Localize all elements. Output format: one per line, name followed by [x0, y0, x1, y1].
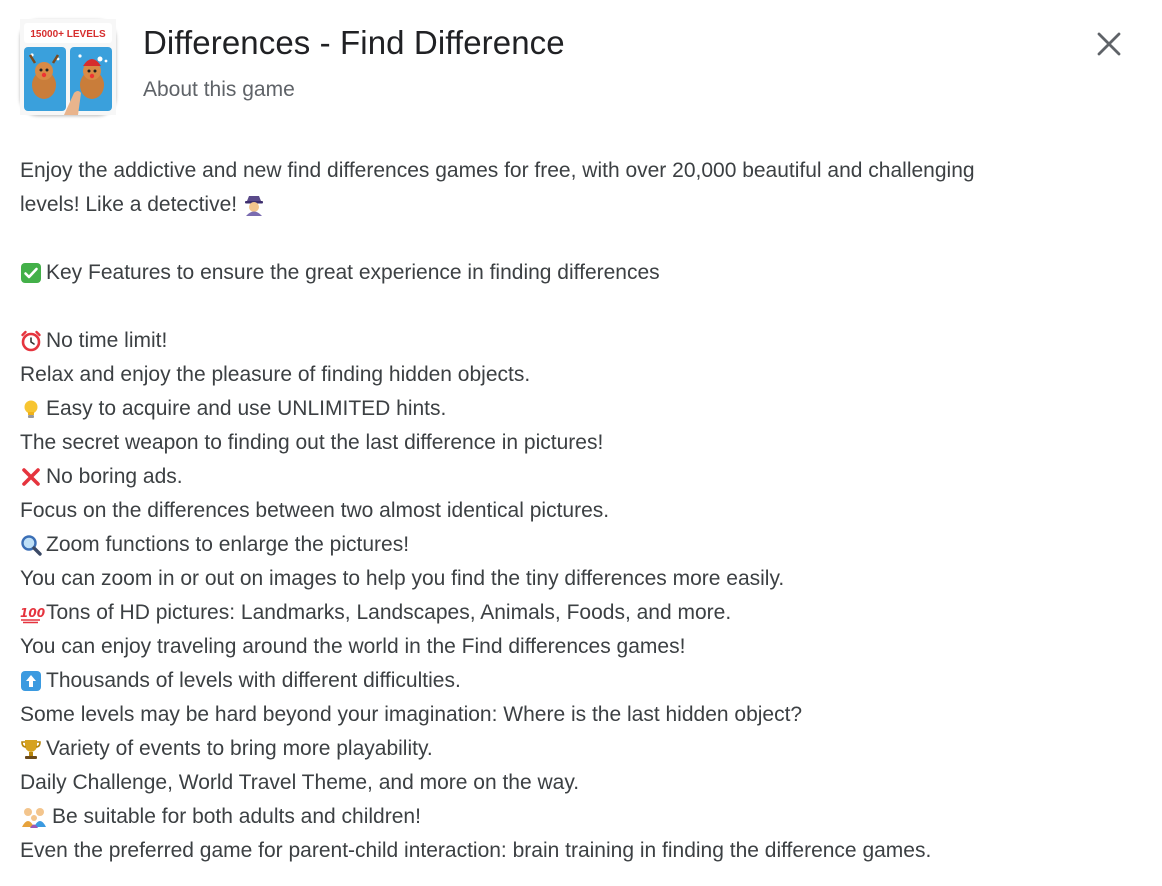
key-features-heading: Key Features to ensure the great experience in finding differences: [20, 256, 1145, 290]
detective-icon: [243, 194, 265, 216]
feature-detail: You can enjoy traveling around the world in the Find differences games!: [20, 635, 686, 658]
feature-title: No boring ads.: [20, 460, 1145, 494]
feature-title: Be suitable for both adults and children!: [20, 800, 1145, 834]
family-icon: [20, 806, 48, 828]
page-subtitle: About this game: [143, 78, 295, 101]
intro-line: levels! Like a detective!: [20, 188, 1145, 222]
svg-text:100: 100: [20, 606, 46, 620]
intro-line: Enjoy the addictive and new find differences games for free, with over 20,000 beautiful and challenging: [20, 159, 975, 182]
feature-detail: Daily Challenge, World Travel Theme, and more on the way.: [20, 771, 580, 794]
trophy-icon: [20, 738, 42, 760]
app-icon: [20, 19, 116, 115]
feature-detail: Even the preferred game for parent-child interaction: brain training in finding the difference games.: [20, 839, 932, 862]
cross-mark-icon: [20, 466, 42, 488]
close-icon: [1095, 30, 1123, 58]
feature-title: Thousands of levels with different difficulties.: [20, 664, 1145, 698]
feature-title: Easy to acquire and use UNLIMITED hints.: [20, 392, 1145, 426]
feature-title: Variety of events to bring more playability.: [20, 732, 1145, 766]
feature-detail: Some levels may be hard beyond your imagination: Where is the last hidden object?: [20, 703, 803, 726]
feature-title: Zoom functions to enlarge the pictures!: [20, 528, 1145, 562]
dialog-header: [20, 19, 1140, 119]
feature-detail: The secret weapon to finding out the last difference in pictures!: [20, 431, 604, 454]
alarm-clock-icon: [20, 330, 42, 352]
app-icon-badge-text: 15000+ LEVELS: [30, 29, 106, 40]
feature-detail: You can zoom in or out on images to help you find the tiny differences more easily.: [20, 567, 785, 590]
up-arrow-icon: [20, 670, 42, 692]
check-mark-icon: [20, 262, 42, 284]
feature-title: 100 Tons of HD pictures: Landmarks, Landscapes, Animals, Foods, and more.: [20, 601, 732, 624]
feature-detail: Relax and enjoy the pleasure of finding hidden objects.: [20, 363, 531, 386]
page-title: Differences - Find Difference: [143, 24, 565, 61]
close-button[interactable]: [1088, 23, 1130, 65]
magnifier-icon: [20, 534, 42, 556]
hundred-points-icon: [20, 602, 46, 624]
feature-title: No time limit!: [20, 324, 1145, 358]
feature-detail: Focus on the differences between two almost identical pictures.: [20, 499, 610, 522]
light-bulb-icon: [20, 398, 42, 420]
game-description: [20, 154, 1145, 868]
